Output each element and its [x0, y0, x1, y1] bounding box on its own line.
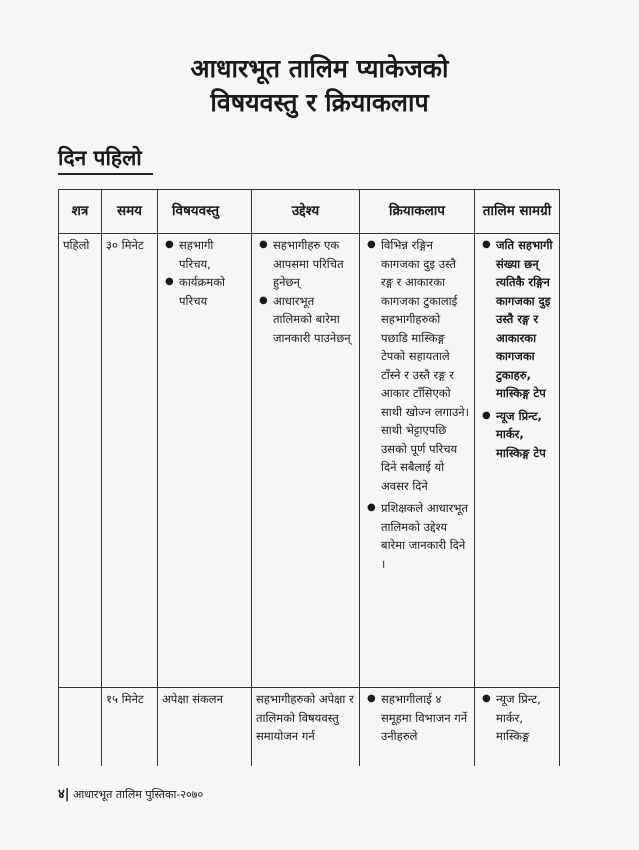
row1-content-item: ● कार्यक्रमको परिचय	[179, 273, 247, 310]
page-title-line-2: विषयवस्तु र क्रियाकलाप	[210, 88, 429, 117]
table-row	[59, 234, 560, 688]
header-session: शत्र	[59, 190, 102, 234]
page-number: ४	[58, 787, 65, 802]
row2-activity-item: ● सहभागीलाई ४ समूहमा विभाजन गर्ने उनीहरुले	[381, 690, 470, 746]
row2-materials-item: ● न्यूज प्रिन्ट, मार्कर, मास्किङ्ग	[496, 690, 555, 746]
row2-objective: सहभागीहरुको अपेक्षा र तालिमको विषयवस्तु समायोजन गर्न	[252, 688, 360, 766]
row2-materials-cell	[475, 688, 560, 766]
row2-content: अपेक्षा संकलन	[158, 688, 252, 766]
row2-time: १५ मिनेट	[102, 688, 158, 766]
table-header-row	[59, 190, 560, 234]
page-footer: ४| आधारभूत तालिम पुस्तिका-२०७०	[58, 787, 204, 802]
row1-content-item: ● सहभागी परिचय,	[179, 236, 247, 273]
training-schedule-table	[58, 189, 560, 766]
header-content: विषयवस्तु	[158, 190, 252, 234]
header-objective: उद्देश्य	[252, 190, 360, 234]
row1-content-cell	[158, 234, 252, 688]
footer-text: आधारभूत तालिम पुस्तिका-२०७०	[73, 788, 204, 801]
header-materials: तालिम सामग्री	[475, 190, 560, 234]
row1-objective-cell	[252, 234, 360, 688]
row1-activity-item: ● विभिन्न रङ्गिन कागजका दुइ उस्तै रङ्ग र आकारका कागजका टुकालाई सहभागीहरुको पछाडि मास्किङ्ग टेपको सहायताले टाँस्ने र उस्तै रङ्ग र आकार टाँसिएको साथी खोज्न लगाउने। साथी भेट्टाएपछि उसको पूर्ण परिचय दिने सबैलाई यो अवसर दिने	[381, 236, 470, 495]
header-time: समय	[102, 190, 158, 234]
day-heading-underline	[58, 173, 153, 175]
row1-objective-item: ● सहभागीहरु एक आपसमा परिचित हुनेछन्	[273, 236, 355, 292]
row1-activity-cell	[360, 234, 475, 688]
row1-session: पहिलो	[59, 234, 102, 688]
day-heading: दिन पहिलो	[58, 146, 142, 170]
row1-materials-item: ● जति सहभागी संख्या छन् त्यतिकै रङ्गिन कागजका दुइ उस्तै रङ्ग र आकारका कागजका टुकाहरु, मास्किङ्ग टेप	[496, 236, 555, 403]
row1-objective-item: ● आधारभूत तालिमको बारेमा जानकारी पाउनेछन्	[273, 292, 355, 348]
row2-activity-cell	[360, 688, 475, 766]
row1-activity-item: ● प्रशिक्षकले आधारभूत तालिमको उद्देश्य बारेमा जानकारी दिने ।	[381, 499, 470, 573]
row2-session	[59, 688, 102, 766]
table-row	[59, 688, 560, 766]
header-activity: क्रियाकलाप	[360, 190, 475, 234]
row1-time: ३० मिनेट	[102, 234, 158, 688]
page-title-line-1: आधारभूत तालिम प्याकेजको	[190, 54, 449, 83]
row1-materials-item: ● न्यूज प्रिन्ट, मार्कर, मास्किङ्ग टेप	[496, 407, 555, 463]
row1-materials-cell	[475, 234, 560, 688]
